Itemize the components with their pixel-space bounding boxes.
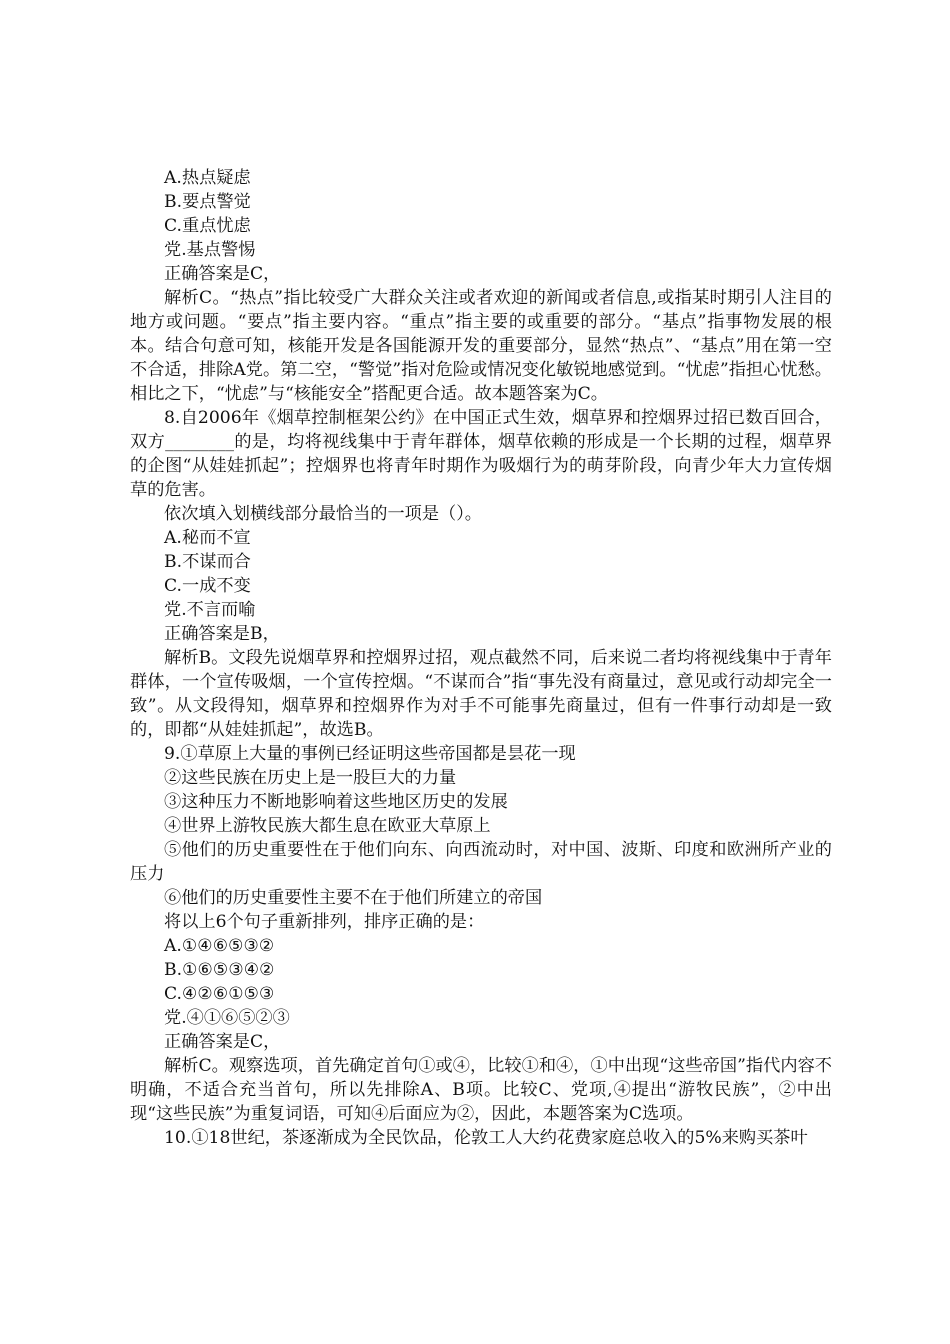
q7-answer: 正确答案是C， (164, 264, 281, 284)
q8-option-d: 党.不言而喻 (164, 600, 256, 620)
q9-prompt: 将以上6个句子重新排列，排序正确的是： (164, 912, 485, 932)
q8-prompt: 依次填入划横线部分最恰当的一项是（）。 (164, 504, 482, 524)
q8-analysis: 解析B。文段先说烟草界和控烟界过招，观点截然不同，后来说二者均将视线集中于青年群体，一个宣传吸烟，一个宣传控烟。“不谋而合”指“事先没有商量过，意见或行动却完全一致”。从文段得知，烟草界和控烟界作为对手不可能事先商量过，但有一件事行动却是一致的，即都“从娃娃抓起”，故选B。 (130, 648, 832, 740)
q7-analysis: 解析C。“热点”指比较受广大群众关注或者欢迎的新闻或者信息,或指某时期引人注目的地方或问题。“要点”指主要内容。“重点”指主要的或重要的部分。“基点”指事物发展的根本。结合句意可知，核能开发是各国能源开发的重要部分，显然“热点”、“基点”用在第一空不合适，排除A党。第二空，“警觉”指对危险或情况变化敏锐地感觉到。“忧虑”指担心忧愁。相比之下，“忧虑”与“核能安全”搭配更合适。故本题答案为C。 (130, 288, 832, 404)
document-page (130, 166, 832, 1150)
q9-option-d: 党.④①⑥⑤②③ (164, 1008, 290, 1028)
q9-sentence-5: ⑤他们的历史重要性在于他们向东、向西流动时，对中国、波斯、印度和欧洲所产业的压力 (130, 840, 832, 884)
q9-analysis: 解析C。观察选项，首先确定首句①或④，比较①和④，①中出现“这些帝国”指代内容不明确，不适合充当首句，所以先排除A、B项。比较C、党项,④提出“游牧民族”，②中出现“这些民族”为重复词语，可知④后面应为②，因此，本题答案为C选项。 (130, 1056, 832, 1124)
q9-option-a: A.①④⑥⑤③② (164, 936, 275, 956)
q8-option-c: C.一成不变 (164, 576, 251, 596)
q7-option-a: A.热点疑虑 (164, 168, 251, 188)
q7-option-d: 党.基点警惕 (164, 240, 256, 260)
q8-option-b: B.不谋而合 (164, 552, 251, 572)
q9-option-b: B.①⑥⑤③④② (164, 960, 275, 980)
q8-stem: 8.自2006年《烟草控制框架公约》在中国正式生效，烟草界和控烟界过招已数百回合，双方________的是，均将视线集中于青年群体，烟草依赖的形成是一个长期的过程，烟草界的企图“从娃娃抓起”；控烟界也将青年时期作为吸烟行为的萌芽阶段，向青少年大力宣传烟草的危害。 (130, 408, 832, 500)
q8-answer: 正确答案是B， (164, 624, 280, 644)
q9-sentence-1: 9.①草原上大量的事例已经证明这些帝国都是昙花一现 (164, 744, 576, 764)
q9-sentence-3: ③这种压力不断地影响着这些地区历史的发展 (164, 792, 508, 812)
q9-sentence-2: ②这些民族在历史上是一股巨大的力量 (164, 768, 457, 788)
q8-option-a: A.秘而不宣 (164, 528, 251, 548)
q10-stem: 10.①18世纪，茶逐渐成为全民饮品，伦敦工人大约花费家庭总收入的5%来购买茶叶 (164, 1128, 808, 1148)
q9-sentence-4: ④世界上游牧民族大都生息在欧亚大草原上 (164, 816, 491, 836)
q7-option-c: C.重点忧虑 (164, 216, 251, 236)
q7-option-b: B.要点警觉 (164, 192, 251, 212)
q9-sentence-6: ⑥他们的历史重要性主要不在于他们所建立的帝国 (164, 888, 543, 908)
q9-answer: 正确答案是C， (164, 1032, 281, 1052)
q9-option-c: C.④②⑥①⑤③ (164, 984, 275, 1004)
